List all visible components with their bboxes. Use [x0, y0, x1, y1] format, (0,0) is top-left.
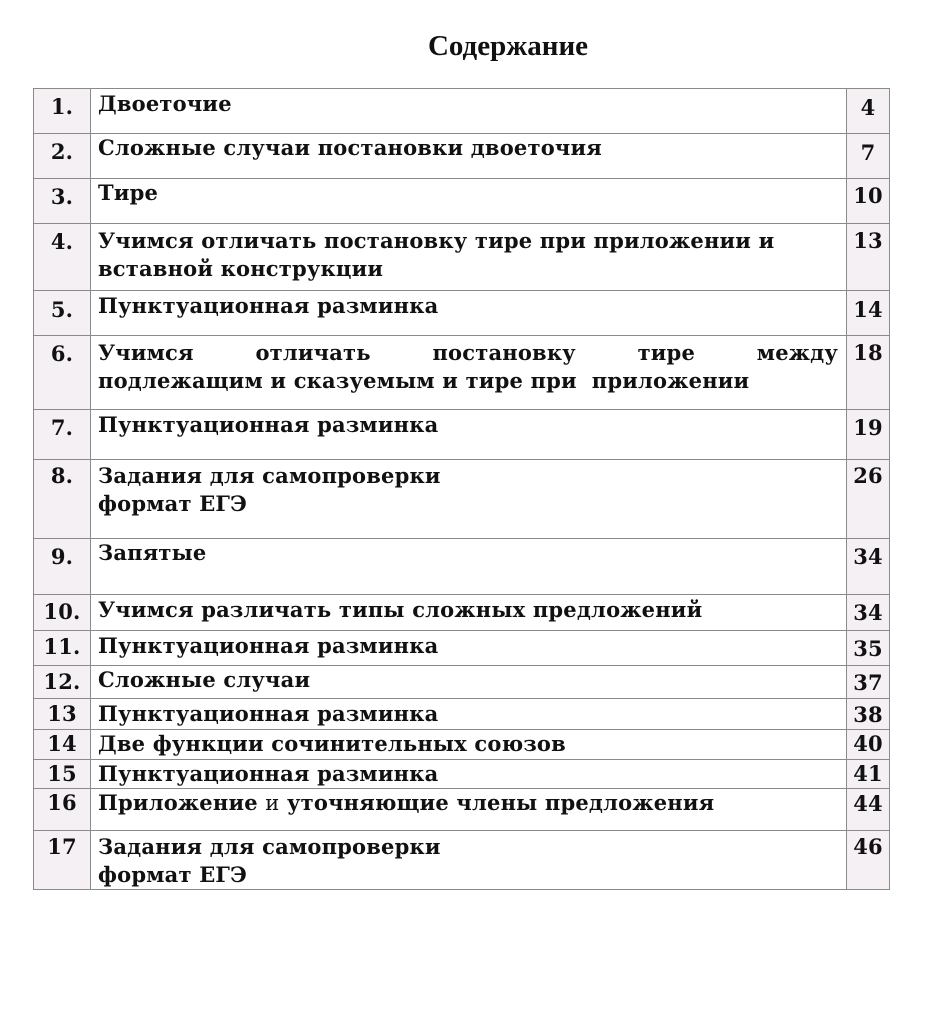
table-row [34, 89, 890, 134]
row-topic-part: и [265, 791, 280, 815]
row-number: 14 [34, 730, 91, 760]
row-topic-line: подлежащим и сказуемым и тире при приложении [98, 368, 750, 393]
row-topic [91, 460, 847, 539]
row-number: 1. [34, 89, 91, 134]
row-page: 34 [847, 539, 890, 595]
row-number: 6. [34, 336, 91, 410]
row-page: 37 [847, 666, 890, 699]
row-topic: Пунктуационная разминка [91, 631, 847, 666]
table-row [34, 760, 890, 789]
table-row [34, 410, 890, 460]
row-number: 3. [34, 179, 91, 224]
table-row [34, 291, 890, 336]
row-topic: Учимся отличать постановку тире при приложении и вставной конструкции [91, 224, 847, 291]
row-number: 11. [34, 631, 91, 666]
row-topic [91, 336, 847, 410]
row-topic-line: Задания для самопроверки [98, 463, 441, 488]
table-row [34, 224, 890, 291]
table-row [34, 730, 890, 760]
row-topic: Учимся различать типы сложных предложений [91, 595, 847, 631]
row-page: 40 [847, 730, 890, 760]
row-page: 18 [847, 336, 890, 410]
row-topic: Пунктуационная разминка [91, 760, 847, 789]
row-topic: Сложные случаи [91, 666, 847, 699]
table-row [34, 631, 890, 666]
row-number: 10. [34, 595, 91, 631]
row-topic: Двоеточие [91, 89, 847, 134]
row-number: 8. [34, 460, 91, 539]
row-number: 9. [34, 539, 91, 595]
row-topic-line: формат ЕГЭ [98, 491, 248, 516]
table-row [34, 595, 890, 631]
table-row [34, 336, 890, 410]
table-row [34, 831, 890, 890]
row-page: 4 [847, 89, 890, 134]
row-number: 5. [34, 291, 91, 336]
row-topic: Пунктуационная разминка [91, 410, 847, 460]
table-row [34, 666, 890, 699]
row-page: 38 [847, 699, 890, 730]
row-topic: Две функции сочинительных союзов [91, 730, 847, 760]
row-topic-part: уточняющие члены предложения [279, 790, 715, 815]
row-topic: Тире [91, 179, 847, 224]
row-topic-part: Приложение [98, 790, 266, 815]
row-page: 44 [847, 789, 890, 831]
row-page: 19 [847, 410, 890, 460]
row-topic [91, 831, 847, 890]
row-number: 15 [34, 760, 91, 789]
row-page: 14 [847, 291, 890, 336]
row-page: 26 [847, 460, 890, 539]
row-number: 12. [34, 666, 91, 699]
table-row [34, 789, 890, 831]
row-topic: Пунктуационная разминка [91, 291, 847, 336]
row-page: 13 [847, 224, 890, 291]
page-title: Содержание [427, 30, 589, 62]
row-page: 10 [847, 179, 890, 224]
row-topic: Пунктуационная разминка [91, 699, 847, 730]
row-topic-line: Учимся отличать постановку тире между [98, 340, 838, 365]
row-number: 17 [34, 831, 91, 890]
table-row [34, 460, 890, 539]
row-topic-line: формат ЕГЭ [98, 862, 248, 887]
row-number: 7. [34, 410, 91, 460]
row-number: 2. [34, 134, 91, 179]
row-page: 41 [847, 760, 890, 789]
row-page: 34 [847, 595, 890, 631]
row-number: 4. [34, 224, 91, 291]
table-of-contents [33, 88, 890, 890]
row-page: 35 [847, 631, 890, 666]
row-number: 13 [34, 699, 91, 730]
table-row [34, 134, 890, 179]
row-topic: Сложные случаи постановки двоеточия [91, 134, 847, 179]
table-row [34, 179, 890, 224]
table-row [34, 539, 890, 595]
row-topic [91, 789, 847, 831]
row-page: 46 [847, 831, 890, 890]
row-number: 16 [34, 789, 91, 831]
row-page: 7 [847, 134, 890, 179]
row-topic: Запятые [91, 539, 847, 595]
row-topic-line: Задания для самопроверки [98, 834, 441, 859]
table-row [34, 699, 890, 730]
